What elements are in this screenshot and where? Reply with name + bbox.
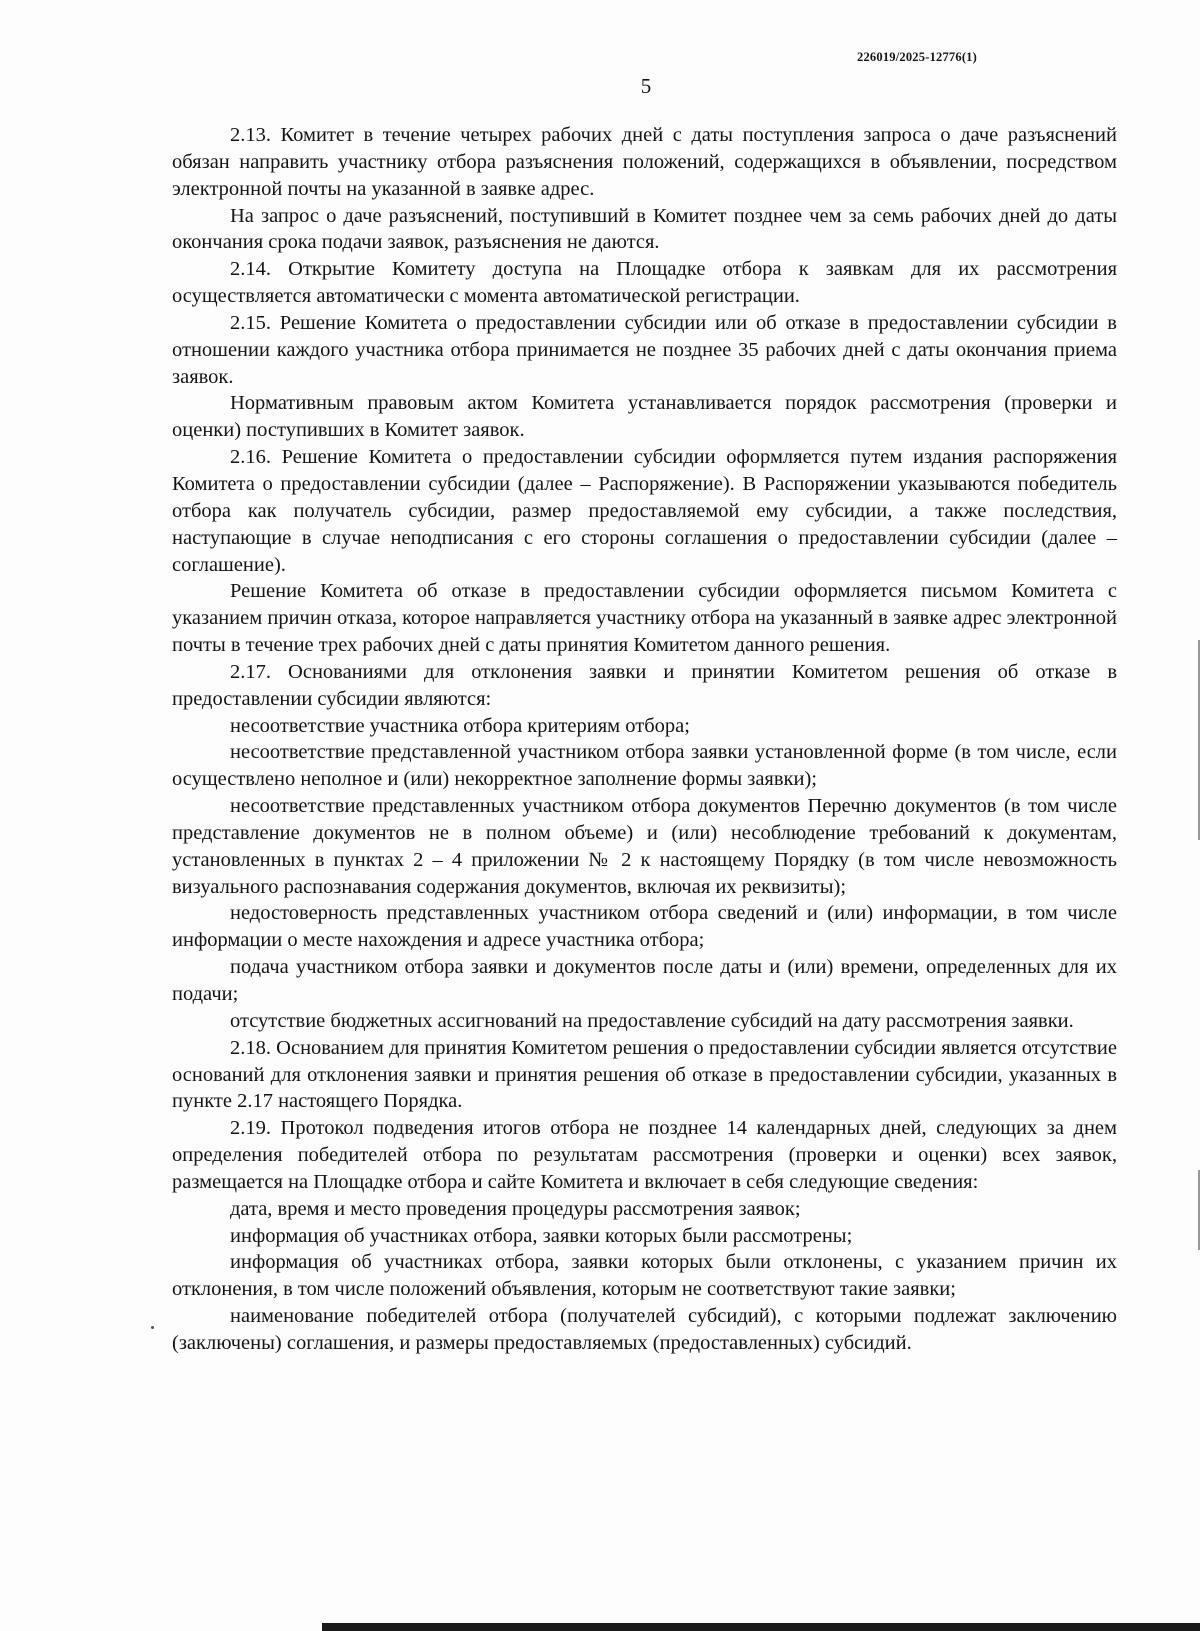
scan-bottom-edge	[322, 1623, 1200, 1631]
list-item: информация об участниках отбора, заявки которых были отклонены, с указанием причин их отклонения, в том числе положений объявления, которым не соответствуют такие заявки;	[172, 1251, 1117, 1301]
list-item: информация об участниках отбора, заявки которых были рассмотрены;	[230, 1224, 853, 1247]
list-item: несоответствие представленной участником отбора заявки установленной форме (в том числе, если осуществлено неполное и (или) некорректное заполнение формы заявки);	[172, 741, 1117, 791]
paragraph: 2.16. Решение Комитета о предоставлении субсидии оформляется путем издания распоряжения Комитета о предоставлении субсидии (далее – Распоряжение). В Распоряжении указываются победитель отбора как получатель субсидии, размер предоставляемой ему субсидии, а также последствия, наступающие в случае неподписания с его стороны соглашения о предоставлении субсидии (далее – соглашение).	[172, 446, 1117, 576]
list-item: дата, время и место проведения процедуры рассмотрения заявок;	[230, 1197, 801, 1220]
list-item: отсутствие бюджетных ассигнований на предоставление субсидий на дату рассмотрения заявки.	[230, 1009, 1074, 1032]
list-item: недостоверность представленных участником отбора сведений и (или) информации, в том числе информации о месте нахождения и адресе участника отбора;	[172, 902, 1117, 952]
document-body	[172, 122, 1117, 1357]
paragraph: Решение Комитета об отказе в предоставлении субсидии оформляется письмом Комитета с указанием причин отказа, которое направляется участнику отбора на указанный в заявке адрес электронной почты в течение трех рабочих дней с даты принятия Комитетом данного решения.	[172, 580, 1117, 657]
paragraph: 2.14. Открытие Комитету доступа на Площадке отбора к заявкам для их рассмотрения осуществляется автоматически с момента автоматической регистрации.	[172, 258, 1117, 308]
paragraph: 2.15. Решение Комитета о предоставлении субсидии или об отказе в предоставлении субсидии в отношении каждого участника отбора принимается не позднее 35 рабочих дней с даты окончания приема заявок.	[172, 311, 1117, 388]
list-item: несоответствие представленных участником отбора документов Перечню документов (в том числе представление документов не в полном объеме) и (или) несоблюдение требований к документам, установленных в пунктах 2 – 4 приложении № 2 к настоящему Порядку (в том числе невозможность визуального распознавания содержания документов, включая их реквизиты);	[172, 795, 1117, 898]
paragraph: На запрос о даче разъяснений, поступивший в Комитет позднее чем за семь рабочих дней до даты окончания срока подачи заявок, разъяснения не даются.	[172, 204, 1117, 254]
paragraph: Нормативным правовым актом Комитета устанавливается порядок рассмотрения (проверки и оценки) поступивших в Комитет заявок.	[172, 392, 1117, 442]
paragraph: 2.19. Протокол подведения итогов отбора не позднее 14 календарных дней, следующих за днем определения победителей отбора по результатам рассмотрения (проверки и оценки) всех заявок, размещается на Площадке отбора и сайте Комитета и включает в себя следующие сведения:	[172, 1117, 1117, 1193]
list-item: подача участником отбора заявки и документов после даты и (или) времени, определенных для их подачи;	[172, 956, 1117, 1005]
paragraph: 2.18. Основанием для принятия Комитетом решения о предоставлении субсидии является отсутствие оснований для отклонения заявки и принятия решения об отказе в предоставлении субсидии, указанных в пункте 2.17 настоящего Порядка.	[172, 1036, 1117, 1113]
list-item: наименование победителей отбора (получателей субсидий), с которыми подлежат заключению (заключены) соглашения, и размеры предоставляемых (предоставленных) субсидий.	[172, 1305, 1117, 1354]
document-registration-number: 226019/2025-12776(1)	[857, 50, 977, 64]
page-number: 5	[640, 74, 652, 98]
paragraph: 2.13. Комитет в течение четырех рабочих дней с даты поступления запроса о даче разъяснений обязан направить участнику отбора разъяснения положений, содержащихся в объявлении, посредством электронной почты на указанной в заявке адрес.	[172, 124, 1117, 200]
paragraph: 2.17. Основаниями для отклонения заявки и принятии Комитетом решения об отказе в предоставлении субсидии являются:	[172, 660, 1117, 710]
scan-speck	[151, 1326, 154, 1329]
list-item: несоответствие участника отбора критериям отбора;	[230, 714, 690, 737]
